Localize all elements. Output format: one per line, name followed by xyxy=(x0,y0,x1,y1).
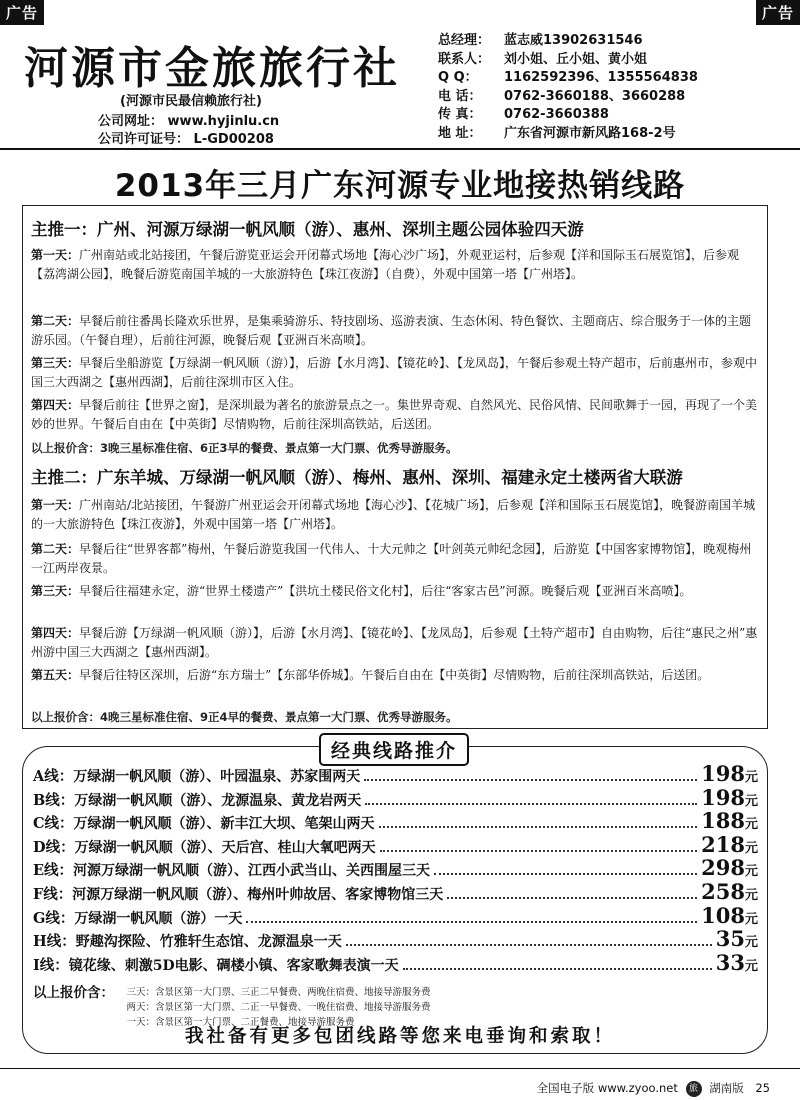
line-desc: 万绿湖一帆风顺（游）、龙源温泉、黄龙岩两天 xyxy=(74,792,362,809)
contact-key: 总经理： xyxy=(438,33,491,48)
call-to-action: 我社备有更多包团线路等您来电垂询和索取！ xyxy=(184,1026,615,1047)
contact-key: 传 真： xyxy=(438,107,482,122)
line-price: 33 xyxy=(715,949,745,975)
route2-day xyxy=(31,666,761,685)
leader-dots xyxy=(403,960,712,970)
classic-route-line xyxy=(33,808,758,832)
contact-row xyxy=(438,106,798,125)
day-text: 广州南站或北站接团，午餐后游览亚运会开闭幕式场地【海心沙广场】，外观亚运村，后参观【洋和国际玉石展览馆】，后参观【荔湾湖公园】，晚餐后游览南国羊城的一大旅游特色【珠江夜游】（自费），外观中国第一塔【广州塔】。 xyxy=(31,248,740,281)
line-price: 188 xyxy=(701,808,745,834)
line-code: C线： xyxy=(33,815,74,833)
line-price: 198 xyxy=(701,761,745,786)
contact-value: 刘小姐、丘小姐、黄小姐 xyxy=(504,51,648,67)
line-desc: 野趣沟探险、竹雅轩生态馆、龙源温泉一天 xyxy=(75,934,342,951)
line-code: G线： xyxy=(33,909,75,927)
day-text: 早餐后游【万绿湖一帆风顺（游）】，后游【水月湾】、【镜花岭】、【龙凤岛】，后参观【土特产超市】自由购物，后往“惠民之州”惠州游中国三大西湖之【惠州西湖】。 xyxy=(31,626,758,659)
leader-dots xyxy=(364,771,697,781)
route2-price-note: 以上报价含：4晚三星标准住宿、9正4早的餐费、景点第一大门票、优秀导游服务。 xyxy=(31,710,458,724)
classic-route-line xyxy=(33,926,758,950)
website-url[interactable]: www.hyjinlu.cn xyxy=(167,114,280,129)
contact-row xyxy=(438,69,798,88)
route1-title: 主推一：广州、河源万绿湖一帆风顺（游）、惠州、深圳主题公园体验四天游 xyxy=(31,220,584,239)
line-code: D线： xyxy=(33,838,75,856)
contact-row xyxy=(438,125,798,144)
company-slogan: (河源市民最信赖旅行社) xyxy=(120,94,262,109)
line-code: B线： xyxy=(33,791,75,809)
contact-value: 0762-3660188、3660288 xyxy=(504,88,686,104)
day-text: 早餐后往特区深圳，后游“东方瑞士”【东部华侨城】。午餐后自由在【中英街】尽情购物，后前往深圳高铁站，后送团。 xyxy=(79,668,710,682)
line-price: 198 xyxy=(701,784,745,810)
contact-key: Q Q： xyxy=(438,70,478,85)
price-tier xyxy=(109,984,431,998)
price-unit: 元 xyxy=(744,887,758,903)
day-label: 第三天： xyxy=(31,356,80,370)
price-tier xyxy=(109,999,431,1013)
leader-dots xyxy=(379,818,698,828)
line-price: 108 xyxy=(701,902,745,928)
day-label: 第二天： xyxy=(31,542,80,556)
company-website xyxy=(98,110,279,129)
route2-day xyxy=(31,540,761,578)
route2-day xyxy=(31,624,761,662)
contact-value: 1162592396、1355564838 xyxy=(504,70,698,85)
tier-key: 一天： xyxy=(126,1017,155,1028)
contact-row xyxy=(438,51,798,70)
leader-dots xyxy=(346,936,712,946)
tier-value: 含景区第一大门票、三正二早餐费、两晚住宿费、地接导游服务费 xyxy=(155,987,431,998)
contact-value: 广东省河源市新风路168-2号 xyxy=(504,125,676,141)
line-code: I线： xyxy=(33,956,69,974)
contact-key: 联系人： xyxy=(438,51,491,67)
header-divider xyxy=(0,148,800,150)
price-includes-label: 以上报价含： xyxy=(33,985,114,1001)
line-price: 258 xyxy=(701,878,745,904)
leader-dots xyxy=(246,913,697,923)
line-desc: 万绿湖一帆风顺（游）、叶园温泉、苏家围两天 xyxy=(73,769,361,785)
page-footer xyxy=(537,1080,770,1097)
tier-key: 两天： xyxy=(126,1002,155,1013)
classic-route-line xyxy=(33,950,758,974)
classic-route-list xyxy=(33,761,758,973)
day-label: 第四天： xyxy=(31,398,80,412)
company-header xyxy=(16,26,786,147)
line-desc: 万绿湖一帆风顺（游）一天 xyxy=(74,910,243,927)
footer-edition: 湖南版 xyxy=(709,1081,744,1095)
price-unit: 元 xyxy=(744,911,758,927)
magazine-logo-icon: 旅 xyxy=(686,1081,702,1097)
day-label: 第五天： xyxy=(31,668,80,682)
day-text: 早餐后前往【世界之窗】，是深圳最为著名的旅游景点之一。集世界奇观、自然风光、民俗风情、民间歌舞于一园，再现了一个美妙的世界。午餐后自由在【中英街】尽情购物，后前往深圳高铁站，后送团。 xyxy=(31,398,758,431)
contact-value: 0762-3660388 xyxy=(504,107,609,122)
route1-day xyxy=(31,312,761,350)
contact-key: 电 话： xyxy=(438,88,482,104)
day-label: 第三天： xyxy=(31,584,80,598)
route1-day xyxy=(31,354,761,392)
line-code: H线： xyxy=(33,933,76,951)
featured-routes-box xyxy=(22,205,768,729)
line-price: 298 xyxy=(701,855,745,881)
day-label: 第一天： xyxy=(31,498,80,512)
leader-dots xyxy=(365,795,697,805)
classic-route-line xyxy=(33,785,758,809)
contact-value: 蓝志威13902631546 xyxy=(504,33,643,48)
route1-day xyxy=(31,396,761,434)
line-code: F线： xyxy=(33,885,73,903)
price-unit: 元 xyxy=(744,817,758,833)
contact-row xyxy=(438,32,798,51)
day-label: 第二天： xyxy=(31,314,80,328)
tier-value: 含景区第一大门票、二正一早餐费、一晚住宿费、地接导游服务费 xyxy=(155,1002,431,1013)
day-label: 第一天： xyxy=(31,248,80,262)
license-label: 公司许可证号： xyxy=(98,132,190,147)
classic-route-line xyxy=(33,832,758,856)
line-code: E线： xyxy=(33,862,74,880)
day-text: 早餐后往福建永定，游“世界土楼遗产”【洪坑土楼民俗文化村】，后往“客家古邑”河源。晚餐后观【亚洲百米高喷】。 xyxy=(79,584,692,598)
leader-dots xyxy=(380,842,698,852)
footer-site[interactable]: 全国电子版 www.zyoo.net xyxy=(536,1081,678,1095)
tier-value: 含景区第一大门票、二正餐费、地接导游服务费 xyxy=(155,1017,355,1028)
day-text: 早餐后往“世界客都”梅州，午餐后游览我国一代伟人、十大元帅之【叶剑英元帅纪念园】，后游览【中国客家博物馆】，晚观梅州一江两岸夜景。 xyxy=(31,542,752,575)
classic-routes-title: 经典线路推介 xyxy=(319,733,469,766)
line-desc: 镜花缘、刺激5D电影、碉楼小镇、客家歌舞表演一天 xyxy=(68,957,399,974)
line-desc: 万绿湖一帆风顺（游）、天后宫、桂山大氧吧两天 xyxy=(74,839,376,856)
classic-route-line xyxy=(33,879,758,903)
classic-route-line xyxy=(33,761,758,785)
company-name: 河源市金旅旅行社 xyxy=(24,43,400,94)
day-text: 广州南站/北站接团，午餐游广州亚运会开闭幕式场地【海心沙】、【花城广场】，后参观【洋和国际玉石展览馆】，晚餐游南国羊城的一大旅游特色【珠江夜游】，外观中国第一塔【广州塔】。 xyxy=(31,498,756,531)
website-label: 公司网址： xyxy=(98,114,164,129)
day-label: 第四天： xyxy=(31,626,80,640)
company-license xyxy=(98,128,274,147)
price-unit: 元 xyxy=(744,864,758,880)
contact-row xyxy=(438,88,798,107)
license-number: L-GD00208 xyxy=(193,132,274,147)
leader-dots xyxy=(434,865,697,875)
route2-day xyxy=(31,582,761,601)
price-unit: 元 xyxy=(744,935,758,951)
page-number: 25 xyxy=(755,1081,770,1095)
route1-day xyxy=(31,246,761,284)
line-desc: 万绿湖一帆风顺（游）、新丰江大坝、笔架山两天 xyxy=(73,816,375,833)
line-desc: 河源万绿湖一帆风顺（游）、梅州叶帅故居、客家博物馆三天 xyxy=(72,886,444,903)
classic-routes-box xyxy=(22,740,768,1054)
route1-price-note: 以上报价含：3晚三星标准住宿、6正3早的餐费、景点第一大门票、优秀导游服务。 xyxy=(31,441,458,455)
contact-key: 地 址： xyxy=(438,125,482,141)
line-desc: 河源万绿湖一帆风顺（游）、江西小武当山、关西围屋三天 xyxy=(73,863,431,880)
line-price: 35 xyxy=(715,926,745,952)
footer-divider xyxy=(0,1068,800,1069)
day-text: 早餐后前往番禺长隆欢乐世界，是集乘骑游乐、特技剧场、巡游表演、生态休闲、特色餐饮、主题商店、综合服务于一体的主题游乐园。（午餐自理），后前往河源，晚餐后观【亚洲百米高喷】。 xyxy=(31,314,752,347)
page-headline: 2013年三月广东河源专业地接热销线路 xyxy=(114,168,686,204)
price-unit: 元 xyxy=(744,958,758,974)
classic-route-line xyxy=(33,903,758,927)
price-unit: 元 xyxy=(744,793,758,809)
day-text: 早餐后坐船游览【万绿湖一帆风顺（游）】，后游【水月湾】、【镜花岭】、【龙凤岛】，午餐后参观土特产超市，后前惠州市，参观中国三大西湖之【惠州西湖】，后前往深圳市区入住。 xyxy=(31,356,758,389)
price-unit: 元 xyxy=(744,840,758,856)
line-code: A线： xyxy=(33,768,74,785)
route2-title: 主推二：广东羊城、万绿湖一帆风顺（游）、梅州、惠州、深圳、福建永定土楼两省大联游 xyxy=(31,468,683,487)
leader-dots xyxy=(447,889,697,899)
price-unit: 元 xyxy=(744,770,758,785)
line-price: 218 xyxy=(701,831,745,857)
classic-route-line xyxy=(33,855,758,879)
contact-info xyxy=(438,32,798,143)
ad-tag-left: 广告 xyxy=(0,0,44,25)
route2-day xyxy=(31,496,761,534)
ad-tag-right: 广告 xyxy=(756,0,800,25)
tier-key: 三天： xyxy=(126,987,155,998)
